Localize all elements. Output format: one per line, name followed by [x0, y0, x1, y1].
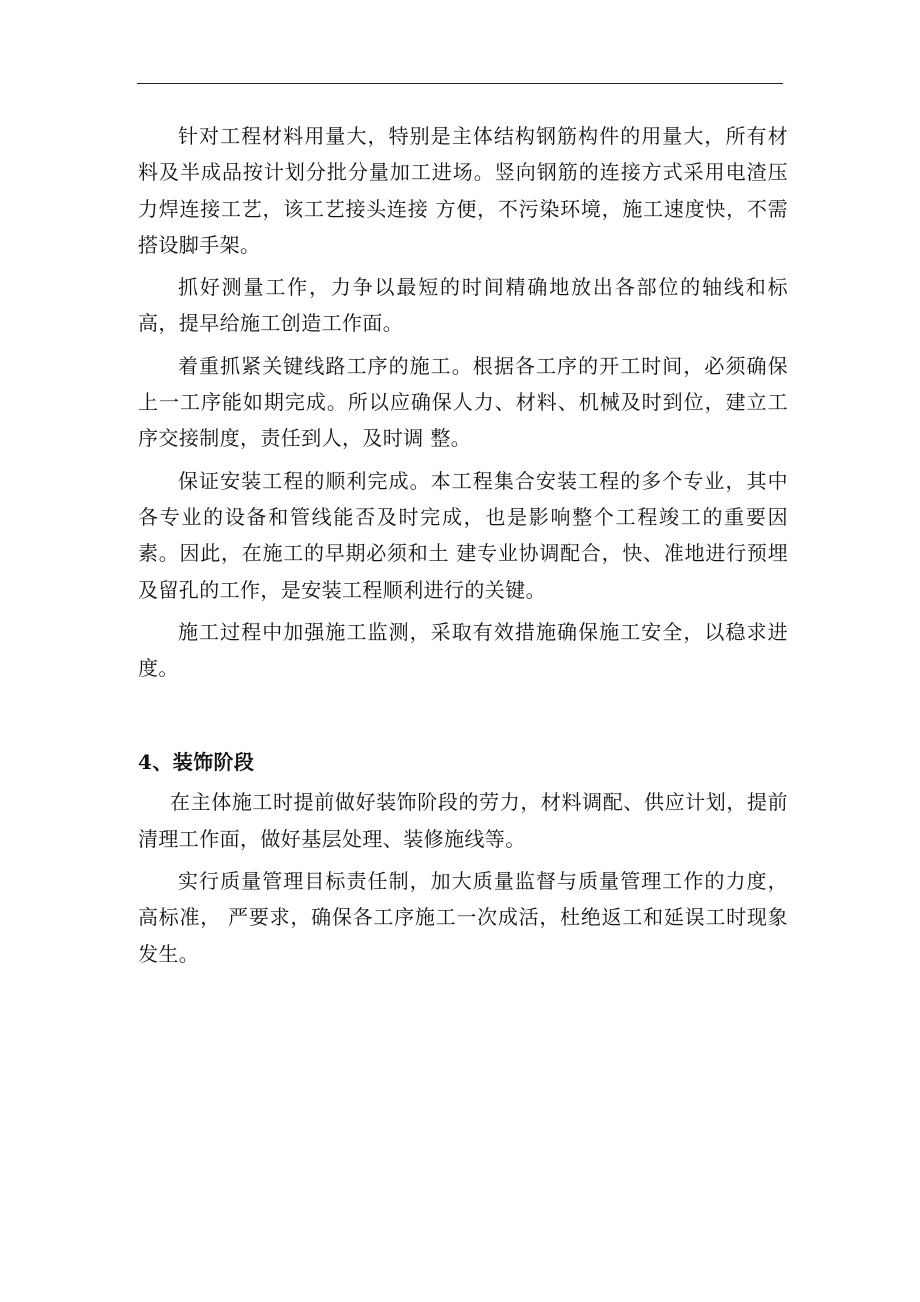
- paragraph-quality-management: 实行质量管理目标责任制，加大质量监督与质量管理工作的力度，高标准， 严要求，确保各工序施工一次成活，杜绝返工和延误工时现象发生。: [138, 869, 788, 966]
- paragraph-critical-path: 着重抓紧关键线路工序的施工。根据各工序的开工时间，必须确保上一工序能如期完成。所以应确保人力、材料、机械及时到位，建立工序交接制度，责任到人，及时调 整。: [138, 353, 788, 451]
- section-heading-decoration: 4、装饰阶段: [138, 750, 255, 775]
- paragraph-monitoring: 施工过程中加强施工监测，采取有效措施确保施工安全，以稳求进度。: [138, 619, 788, 681]
- paragraph-materials: 针对工程材料用量大，特别是主体结构钢筋构件的用量大，所有材料及半成品按计划分批分量加工进场。竖向钢筋的连接方式采用电渣压力焊连接工艺，该工艺接头连接 方便，不污染环境，施工速度快，不需搭设脚手架。: [138, 124, 788, 257]
- document-body: [138, 118, 788, 972]
- paragraph-decoration-planning: 在主体施工时提前做好装饰阶段的劳力，材料调配、供应计划，提前清理工作面，做好基层处理、装修施线等。: [138, 790, 788, 851]
- header-divider: [137, 83, 783, 84]
- paragraph-surveying: 抓好测量工作，力争以最短的时间精确地放出各部位的轴线和标高，提早给施工创造工作面。: [138, 275, 788, 336]
- paragraph-installation: 保证安装工程的顺利完成。本工程集合安装工程的多个专业，其中各专业的设备和管线能否及时完成，也是影响整个工程竣工的重要因素。因此，在施工的早期必须和土 建专业协调配合，快、准地进行预埋及留孔的工作，是安装工程顺利进行的关键。: [138, 468, 788, 602]
